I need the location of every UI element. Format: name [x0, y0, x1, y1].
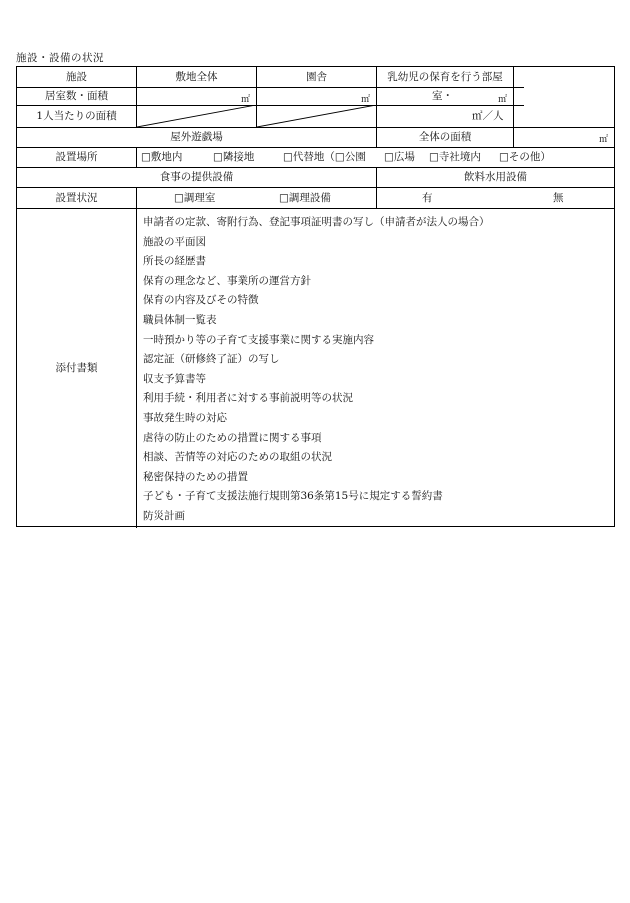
- attachment-item: 所長の経歴書: [143, 255, 206, 267]
- attachment-item: 保育の理念など、事業所の運営方針: [143, 275, 311, 287]
- attachment-item: 相談、苦情等の対応のための取組の状況: [143, 451, 332, 463]
- diagonal-strike-lines: [137, 105, 376, 127]
- location-option-onsite[interactable]: □敷地内: [141, 151, 183, 164]
- header-childcare-room: 乳幼児の保育を行う部屋: [387, 70, 503, 83]
- water-yes[interactable]: 有: [422, 191, 433, 204]
- header-building: 園舎: [306, 70, 327, 83]
- header-site-total: 敷地全体: [175, 70, 218, 83]
- unit-sqm-per-person: ㎡／人: [472, 110, 504, 123]
- attachment-item: 事故発生時の対応: [143, 412, 227, 424]
- location-option-temple[interactable]: □寺社境内: [429, 151, 481, 164]
- status-label: 設置状況: [55, 191, 98, 204]
- section-title: 施設・設備の状況: [16, 52, 104, 64]
- attachment-item: 防災計画: [143, 510, 185, 522]
- label-room-count-area: 居室数・面積: [45, 90, 108, 103]
- unit-sqm-building: ㎡: [361, 95, 371, 105]
- meal-heading: 食事の提供設備: [159, 171, 234, 184]
- location-option-adjacent[interactable]: □隣接地: [213, 151, 255, 164]
- unit-sqm-site: ㎡: [241, 95, 251, 105]
- location-option-plaza[interactable]: □広場: [384, 151, 415, 164]
- attachment-item: 子ども・子育て支援法施行規則第36条第15号に規定する誓約書: [143, 490, 443, 502]
- attachment-item: 認定証（研修終了証）の写し: [143, 353, 280, 365]
- location-option-alternative[interactable]: □代替地（□公園: [283, 151, 366, 164]
- location-label: 設置場所: [55, 151, 98, 164]
- unit-rooms: 室・: [432, 90, 453, 103]
- header-facility: 施設: [66, 70, 87, 83]
- label-per-person-area: 1人当たりの面積: [36, 110, 117, 123]
- attachment-item: 施設の平面図: [143, 236, 206, 248]
- meal-option-kitchen[interactable]: □調理室: [174, 191, 216, 204]
- unit-sqm-total: ㎡: [599, 135, 609, 145]
- attachment-item: 利用手続・利用者に対する事前説明等の状況: [143, 392, 353, 404]
- total-area-label: 全体の面積: [418, 131, 472, 144]
- attachment-item: 保育の内容及びその特徴: [143, 294, 259, 306]
- water-heading: 飲料水用設備: [464, 171, 527, 184]
- attachment-item: 申請者の定款、寄附行為、登記事項証明書の写し（申請者が法人の場合）: [143, 216, 490, 228]
- unit-sqm-childcare: ㎡: [498, 95, 508, 105]
- attachments-label: 添付書類: [55, 362, 98, 375]
- meal-option-equipment[interactable]: □調理設備: [279, 191, 331, 204]
- attachment-item: 秘密保持のための措置: [143, 471, 248, 483]
- water-no[interactable]: 無: [553, 191, 564, 204]
- outdoor-heading: 屋外遊戯場: [170, 131, 223, 144]
- attachment-item: 一時預かり等の子育て支援事業に関する実施内容: [143, 334, 374, 346]
- facility-table: [16, 66, 615, 527]
- attachment-item: 職員体制一覧表: [143, 314, 217, 326]
- location-option-other[interactable]: □その他）: [499, 151, 551, 164]
- attachment-item: 虐待の防止のための措置に関する事項: [143, 432, 322, 444]
- attachment-item: 収支予算書等: [143, 373, 206, 385]
